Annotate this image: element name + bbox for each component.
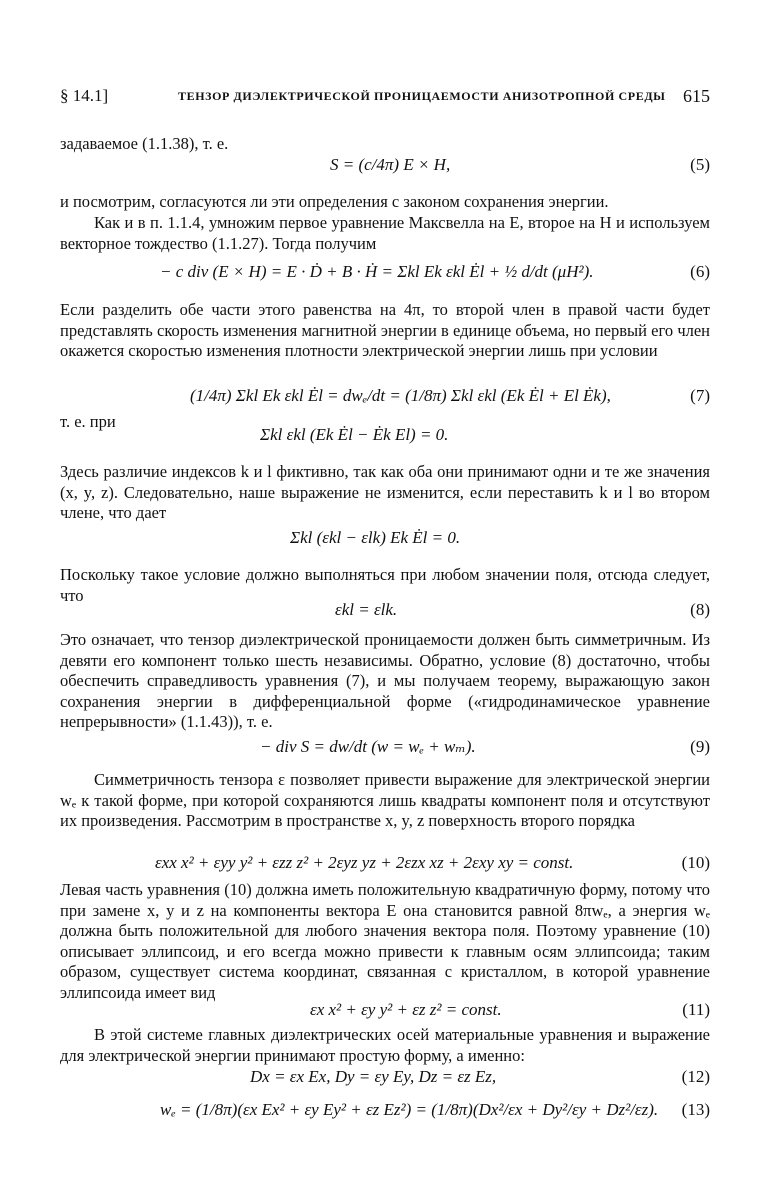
paragraph-3: Как и в п. 1.1.4, умножим первое уравнение Максвелла на E, второе на H и используем векторное тождество (1.1.27). Тогда получим xyxy=(60,213,710,253)
equation-7c xyxy=(60,528,710,554)
equation-5-number: (5) xyxy=(690,155,710,174)
header-title: ТЕНЗОР ДИЭЛЕКТРИЧЕСКОЙ ПРОНИЦАЕМОСТИ АНИЗОТРОПНОЙ СРЕДЫ xyxy=(178,89,666,103)
equation-6 xyxy=(60,262,710,288)
paragraph-8: Это означает, что тензор диэлектрической проницаемости должен быть симметричным. Из девяти его компонент только шесть независимы. Обратно, условие (8) достаточно, чтобы обеспечить справедливость уравнения (7), и мы получаем теорему, выражающую закон сохранения энергии в дифференциальной форме («гидродинамическое уравнение непрерывности» (1.1.43)), т. е. xyxy=(60,630,710,731)
equation-10-formula: εxx x² + εyy y² + εzz z² + 2εyz yz + 2εzx xz + 2εxy xy = const. xyxy=(155,853,574,872)
running-header xyxy=(60,86,710,108)
equation-6-number: (6) xyxy=(690,262,710,281)
paragraph-6: Здесь различие индексов k и l фиктивно, так как оба они принимают одни и те же значения (x, y, z). Следовательно, наше выражение не изменится, если переставить k и l во втором члене, что дает xyxy=(60,462,710,522)
equation-8-number: (8) xyxy=(690,600,710,619)
equation-5 xyxy=(60,155,710,181)
equation-6-formula: − c div (E × H) = E · Ḋ + B · Ḣ = Σkl Ek εkl Ėl + ½ d/dt (μH²). xyxy=(160,262,594,281)
equation-9 xyxy=(60,737,710,763)
paragraph-7: Поскольку такое условие должно выполняться при любом значении поля, отсюда следует, что xyxy=(60,565,710,605)
equation-13-formula: wₑ = (1/8π)(εx Ex² + εy Ey² + εz Ez²) = (1/8π)(Dx²/εx + Dy²/εy + Dz²/εz). xyxy=(160,1100,659,1119)
equation-11-number: (11) xyxy=(682,1000,710,1019)
section-number: § 14.1] xyxy=(60,86,109,105)
equation-13 xyxy=(60,1100,710,1126)
paragraph-9: Симметричность тензора ε позволяет привести выражение для электрической энергии wₑ к такой форме, при которой сохраняются лишь квадраты компонент поля и отсутствуют их произведения. Рассмотрим в пространстве x, y, z поверхность второго порядка xyxy=(60,770,710,830)
equation-8-formula: εkl = εlk. xyxy=(335,600,398,619)
paragraph-11: В этой системе главных диэлектрических осей материальные уравнения и выражение для электрической энергии принимают простую форму, а именно: xyxy=(60,1025,710,1065)
equation-5-formula: S = (c/4π) E × H, xyxy=(330,155,451,174)
equation-9-formula: − div S = dw/dt (w = wₑ + wₘ). xyxy=(260,737,476,756)
equation-12-formula: Dx = εx Ex, Dy = εy Ey, Dz = εz Ez, xyxy=(250,1067,497,1086)
equation-7b xyxy=(60,425,710,451)
equation-7-number: (7) xyxy=(690,386,710,405)
equation-12-number: (12) xyxy=(681,1067,710,1086)
equation-7c-formula: Σkl (εkl − εlk) Ek Ėl = 0. xyxy=(290,528,461,547)
equation-7-formula: (1/4π) Σkl Ek εkl Ėl = dwₑ/dt = (1/8π) Σkl εkl (Ek Ėl + El Ėk), xyxy=(190,386,611,405)
paragraph-2: и посмотрим, согласуются ли эти определения с законом сохранения энергии. xyxy=(60,192,609,211)
condition-label: т. е. при xyxy=(60,412,116,431)
equation-11 xyxy=(60,1000,710,1026)
paragraph-4: Если разделить обе части этого равенства на 4π, то второй член в правой части будет представлять скорость изменения магнитной энергии в единице объема, но первый его член окажется скоростью изменения плотности электрической энергии лишь при условии xyxy=(60,300,710,360)
equation-9-number: (9) xyxy=(690,737,710,756)
equation-10-number: (10) xyxy=(681,853,710,872)
equation-7b-formula: Σkl εkl (Ek Ėl − Ėk El) = 0. xyxy=(260,425,449,444)
equation-11-formula: εx x² + εy y² + εz z² = const. xyxy=(310,1000,502,1019)
paragraph-10: Левая часть уравнения (10) должна иметь положительную квадратичную форму, потому что при замене x, y и z на компоненты вектора E она становится равной 8πwₑ, а энергия wₑ должна быть положительной для любого значения вектора поля. Поэтому уравнение (10) описывает эллипсоид, и его всегда можно привести к главным осям эллипсоида; таким образом, существует система координат, связанная с кристаллом, в которой уравнение эллипсоида имеет вид xyxy=(60,880,710,1002)
equation-7 xyxy=(60,386,710,412)
equation-12 xyxy=(60,1067,710,1093)
equation-13-number: (13) xyxy=(681,1100,710,1119)
paragraph-1: задаваемое (1.1.38), т. е. xyxy=(60,134,229,153)
page-number: 615 xyxy=(683,86,710,106)
equation-8 xyxy=(60,600,710,626)
equation-10 xyxy=(60,853,710,879)
